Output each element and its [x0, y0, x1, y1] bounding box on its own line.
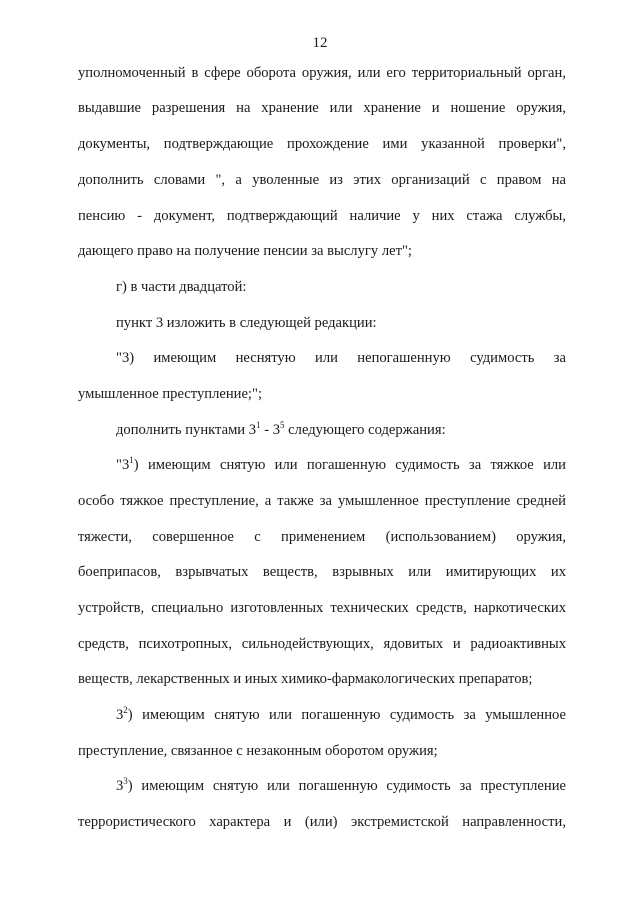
text-segment: 3 — [116, 707, 124, 723]
text-line: дающего право на получение пенсии за выслугу лет"; — [78, 243, 412, 259]
text-line: пенсию - документ, подтверждающий наличие у них стажа службы, — [78, 208, 566, 224]
text-line: боеприпасов, взрывчатых веществ, взрывных или имитирующих их — [78, 564, 566, 580]
text-line: веществ, лекарственных и иных химико-фармакологических препаратов; — [78, 671, 533, 687]
text-line — [78, 705, 566, 725]
text-line: выдавшие разрешения на хранение или хранение и ношение оружия, — [78, 100, 566, 116]
text-segment: ) имеющим снятую или погашенную судимость за тяжкое или — [133, 457, 566, 473]
text-line — [78, 455, 566, 475]
text-line: дополнить словами ", а уволенные из этих организаций с правом на — [78, 172, 566, 188]
text-line: умышленное преступление;"; — [78, 386, 263, 402]
text-line: пункт 3 изложить в следующей редакции: — [116, 315, 377, 331]
text-line — [78, 420, 566, 440]
page-number: 12 — [312, 35, 328, 51]
text-segment: 3 — [116, 778, 124, 794]
text-line: особо тяжкое преступление, а также за умышленное преступление средней — [78, 493, 566, 509]
superscript: 2 — [123, 705, 128, 715]
text-line: тяжести, совершенное с применением (использованием) оружия, — [78, 529, 566, 545]
text-line — [78, 776, 566, 796]
text-line: террористического характера и (или) экстремистской направленности, — [78, 814, 566, 830]
text-segment: "3 — [116, 457, 130, 473]
text-line: средств, психотропных, сильнодействующих, ядовитых и радиоактивных — [78, 636, 566, 652]
text-segment: ) имеющим снятую или погашенную судимость за умышленное — [127, 707, 566, 723]
text-line: "3) имеющим неснятую или непогашенную судимость за — [116, 350, 566, 366]
superscript: 5 — [280, 420, 285, 430]
text-segment: следующего содержания: — [284, 422, 446, 438]
text-line: уполномоченный в сфере оборота оружия, или его территориальный орган, — [78, 65, 566, 81]
superscript: 1 — [129, 455, 134, 465]
text-line: преступление, связанное с незаконным оборотом оружия; — [78, 743, 438, 759]
superscript: 3 — [123, 776, 128, 786]
text-line: документы, подтверждающие прохождение ими указанной проверки", — [78, 136, 566, 152]
text-segment: ) имеющим снятую или погашенную судимость за преступление — [127, 778, 566, 794]
text-segment: - 3 — [260, 422, 281, 438]
text-line: г) в части двадцатой: — [116, 279, 247, 295]
superscript: 1 — [256, 420, 261, 430]
text-line: устройств, специально изготовленных технических средств, наркотических — [78, 600, 566, 616]
text-segment: дополнить пунктами 3 — [116, 422, 257, 438]
